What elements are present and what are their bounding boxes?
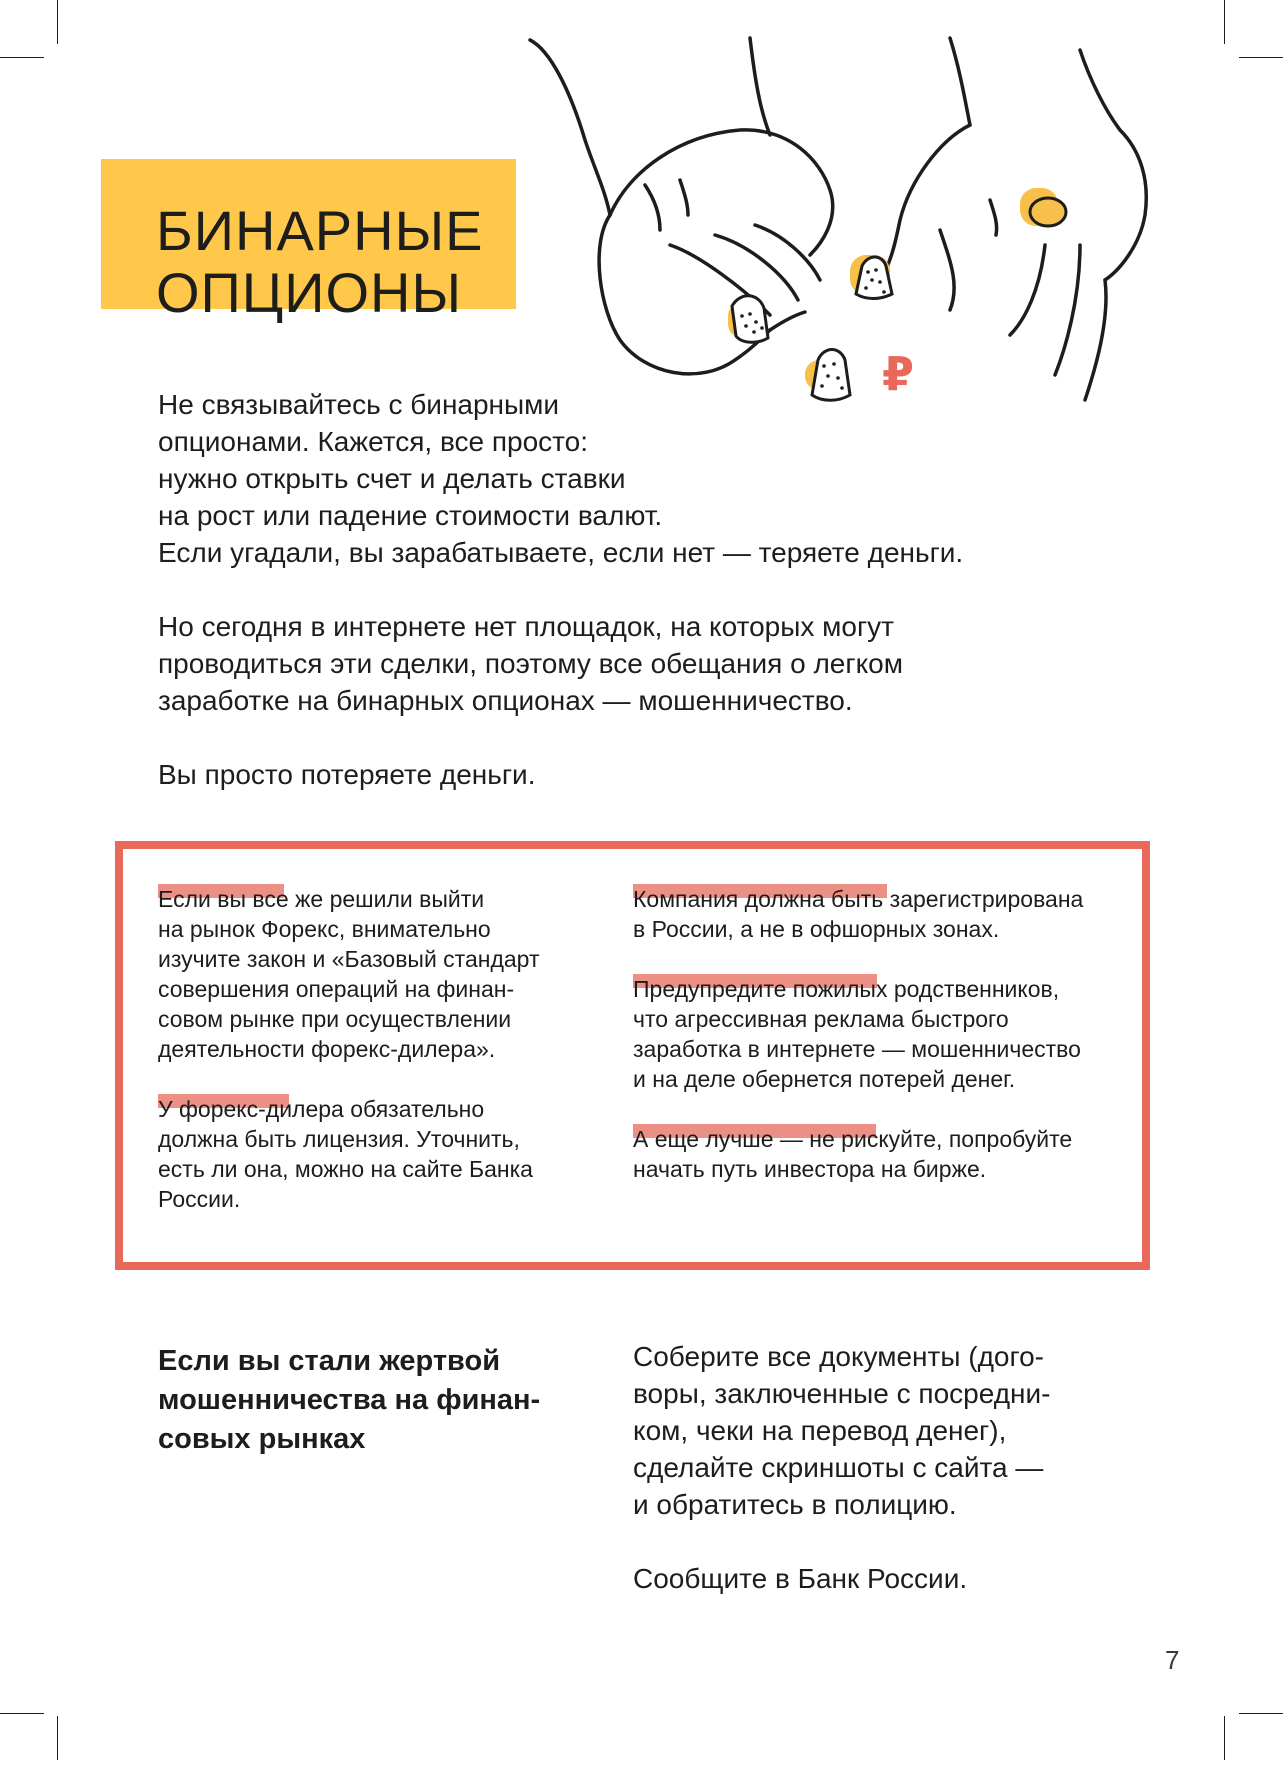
tip-forex-standard [158,884,598,1064]
right-hand [880,125,970,280]
tip-warn-relatives [633,974,1138,1094]
text-line: совом рынке при осуществлении [158,1006,512,1032]
crop-mark [0,57,44,58]
text-line: Но сегодня в интернете нет площадок, на которых могут [158,611,894,642]
right-finger [1085,280,1106,400]
ring-thimble [1030,198,1066,226]
instruction-paragraph [633,1338,1133,1523]
right-hand [1105,130,1146,280]
sleeve-line [530,40,610,215]
right-finger [1010,245,1045,335]
page-number: 7 [1165,1645,1180,1675]
text-line: Вы просто потеряете деньги. [158,759,536,790]
text-line: в России, а не в офшорных зонах. [633,916,1000,942]
text-line: что агрессивная реклама быстрого [633,1006,1009,1032]
ruble-sign: ₽ [882,347,915,401]
text-line: А еще лучше — не рискуйте, попробуйте [633,1126,1073,1152]
text-line: Предупредите пожилых родственников, [633,976,1060,1002]
text-line: и на деле обернется потерей денег. [633,1066,1016,1092]
text-line: Если угадали, вы зарабатываете, если нет — теряете деньги. [158,537,964,568]
text-line: начать путь инвестора на бирже. [633,1156,987,1182]
intro-paragraph [158,756,1088,793]
left-knuckle [645,185,660,230]
intro-paragraph [158,386,1088,571]
crop-mark [1239,1713,1283,1714]
text-line: России. [158,1186,241,1212]
hands-thimbles-ruble-icon [520,30,1260,440]
text-line: на рост или падение стоимости валют. [158,500,663,531]
thimble-icon [732,296,768,343]
right-knuckle [990,200,997,235]
text-line: должна быть лицензия. Уточнить, [158,1126,520,1152]
instruction-paragraph [633,1560,1133,1597]
text-line: проводиться эти сделки, поэтому все обещания о легком [158,648,903,679]
title-line: ОПЦИОНЫ [156,261,463,324]
title-line: БИНАРНЫЕ [156,199,484,262]
right-finger [940,230,954,310]
text-line: заработка в интернете — мошенничество [633,1036,1081,1062]
right-finger [1055,245,1080,375]
text-line: опционами. Кажется, все просто: [158,426,589,457]
tip-registration [633,884,1138,944]
heading-line: Если вы стали жертвой [158,1345,501,1377]
text-line: У форекс-дилера обязательно [158,1096,485,1122]
crop-mark [57,1716,58,1760]
text-line: на рынок Форекс, внимательно [158,916,491,942]
victim-heading [158,1342,598,1459]
text-line: совершения операций на финан- [158,976,515,1002]
text-line: Не связывайтесь с бинарными [158,389,560,420]
page-title [156,200,536,324]
crop-mark [1224,1716,1225,1760]
text-line: сделайте скриншоты с сайта — [633,1452,1044,1483]
text-line: Компания должна быть зарегистрирована [633,886,1084,912]
victim-instructions [633,1338,1133,1634]
text-line: и обратитесь в полицию. [633,1489,957,1520]
left-finger [715,235,798,300]
text-line: нужно открыть счет и делать ставки [158,463,626,494]
left-hand [599,215,770,374]
text-line: Сообщите в Банк России. [633,1563,968,1594]
text-line: деятельности форекс-дилера». [158,1036,496,1062]
tip-dont-risk [633,1124,1138,1184]
text-line: воры, заключенные с посредни- [633,1378,1051,1409]
sleeve-line [1080,50,1120,130]
text-line: Соберите все документы (дого- [633,1341,1044,1372]
text-line: Если вы все же решили выйти [158,886,485,912]
intro-paragraph [158,608,1088,719]
left-knuckle [680,180,688,215]
intro-text [158,386,1088,830]
crop-mark [0,1713,44,1714]
tip-license [158,1094,598,1214]
text-line: ком, чеки на перевод денег), [633,1415,1007,1446]
crop-mark [57,0,58,44]
sleeve-line [950,38,970,125]
sleeve-line [750,38,770,135]
text-line: заработке на бинарных опционах — мошенничество. [158,685,853,716]
heading-line: мошенничества на финан- [158,1384,541,1416]
text-line: изучите закон и «Базовый стандарт [158,946,540,972]
text-line: есть ли она, можно на сайте Банка [158,1156,533,1182]
heading-line: совых рынках [158,1423,366,1455]
left-finger [770,312,805,330]
